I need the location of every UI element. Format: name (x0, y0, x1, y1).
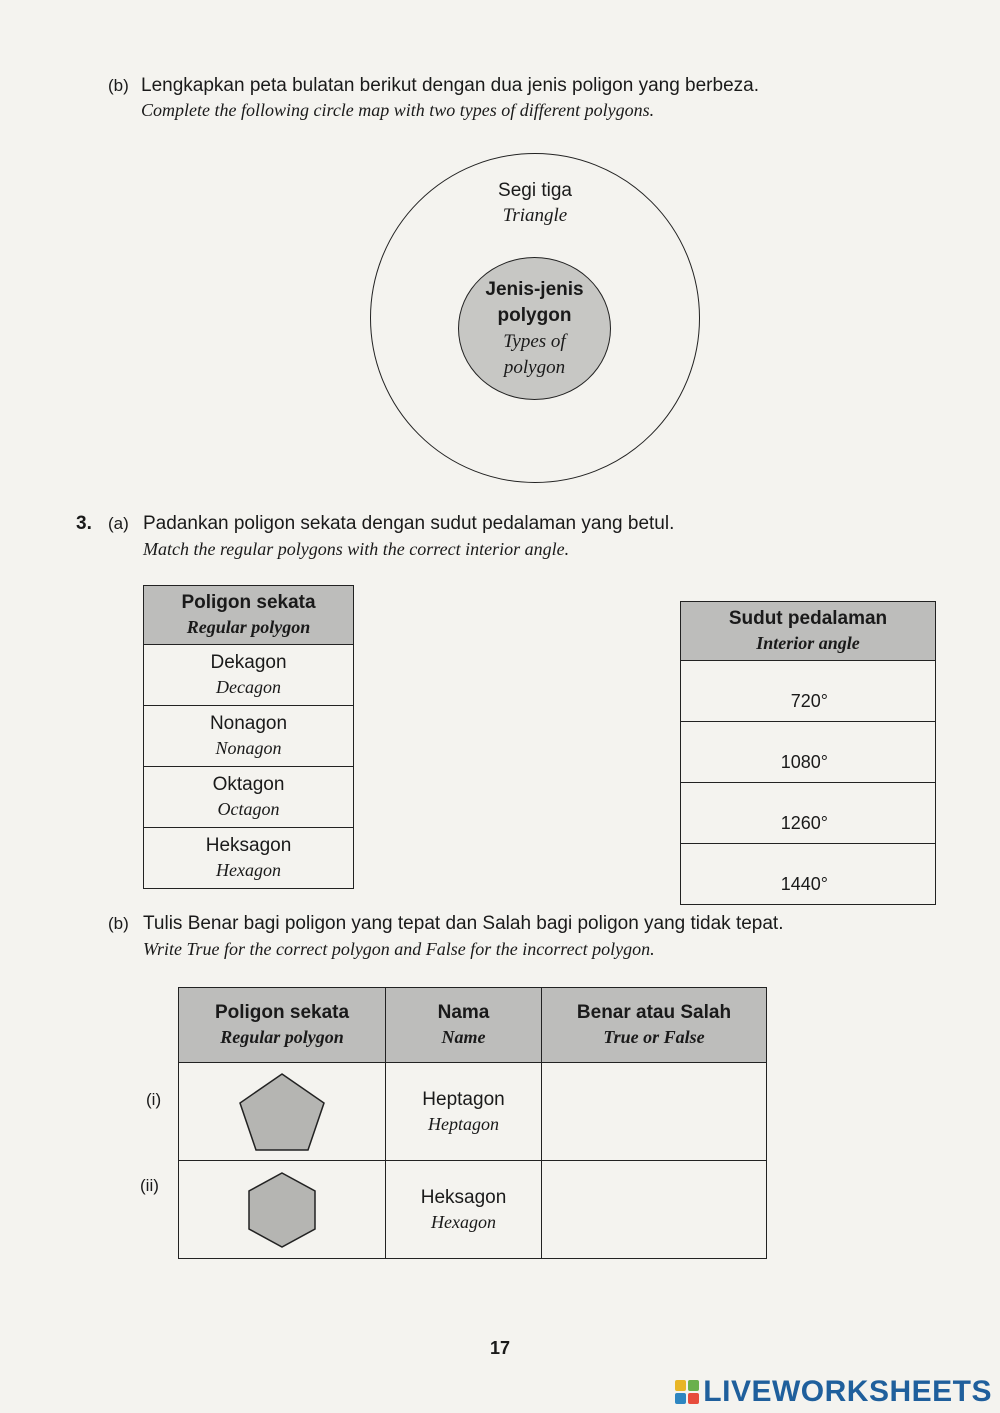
angle-table-header: Sudut pedalaman Interior angle (681, 602, 936, 661)
tf-name-cell: Heptagon Heptagon (386, 1063, 542, 1161)
circle-map-answer-input-2[interactable] (565, 395, 679, 425)
part-3a-instruction-ms: Padankan poligon sekata dengan sudut pedalaman yang betul. (143, 513, 675, 534)
tf-answer-input-ii[interactable] (551, 1189, 757, 1231)
tf-header-name: Nama Name (386, 988, 542, 1063)
tf-shape-cell (179, 1063, 386, 1161)
tf-header-polygon: Poligon sekata Regular polygon (179, 988, 386, 1063)
part-3a-marker: (a) (108, 514, 129, 533)
circle-map-center (458, 257, 611, 400)
page-number: 17 (490, 1338, 511, 1358)
part-3b-marker: (b) (108, 914, 129, 933)
center-label-ms-1: Jenis-jenis (485, 278, 584, 300)
tf-row-ii (179, 1161, 767, 1259)
angle-row-720[interactable]: 720° (681, 661, 936, 722)
hexagon-icon (245, 1170, 319, 1250)
angle-row-1260[interactable]: 1260° (681, 783, 936, 844)
liveworksheets-logo-icon (675, 1380, 699, 1404)
center-label-en-2: polygon (503, 356, 566, 378)
part-2b-instruction-en: Complete the following circle map with two types of different polygons. (141, 100, 655, 120)
tf-row-i (179, 1063, 767, 1161)
tf-answer-cell-i[interactable] (542, 1063, 767, 1161)
tf-answer-cell-ii[interactable] (542, 1161, 767, 1259)
part-2b-instruction-ms: Lengkapkan peta bulatan berikut dengan dua jenis poligon yang berbeza. (141, 75, 759, 96)
question-3-number: 3. (76, 513, 92, 534)
interior-angle-table (680, 601, 936, 905)
outer-label-ms: Segi tiga (498, 180, 572, 201)
liveworksheets-watermark (675, 1375, 992, 1409)
part-3b-instruction-ms: Tulis Benar bagi poligon yang tepat dan Salah bagi poligon yang tidak tepat. (143, 913, 784, 934)
center-label-en-1: Types of (503, 330, 566, 352)
pentagon-icon (236, 1071, 328, 1153)
angle-row-1080[interactable]: 1080° (681, 722, 936, 783)
circle-map-answer-input-1[interactable] (395, 395, 509, 425)
tf-shape-cell (179, 1161, 386, 1259)
part-2b-marker: (b) (108, 76, 129, 95)
true-false-table (178, 987, 767, 1259)
tf-name-cell: Heksagon Hexagon (386, 1161, 542, 1259)
polygon-row-octagon[interactable]: Oktagon Octagon (144, 767, 354, 828)
outer-answer-triangle (470, 178, 600, 228)
part-3a-instruction-en: Match the regular polygons with the correct interior angle. (143, 539, 570, 559)
polygon-row-nonagon[interactable]: Nonagon Nonagon (144, 706, 354, 767)
outer-label-en: Triangle (502, 205, 568, 226)
tf-header-answer: Benar atau Salah True or False (542, 988, 767, 1063)
polygon-table-header: Poligon sekata Regular polygon (144, 586, 354, 645)
regular-polygon-table (143, 585, 354, 889)
polygon-row-hexagon[interactable]: Heksagon Hexagon (144, 828, 354, 889)
angle-row-1440[interactable]: 1440° (681, 844, 936, 905)
part-3b-instruction-en: Write True for the correct polygon and False for the incorrect polygon. (143, 939, 655, 959)
center-label-ms-2: polygon (497, 304, 572, 326)
tf-answer-input-i[interactable] (551, 1091, 757, 1133)
watermark-text: LIVEWORKSHEETS (703, 1375, 992, 1408)
polygon-row-decagon[interactable]: Dekagon Decagon (144, 645, 354, 706)
row-label-i: (i) (146, 1090, 162, 1109)
row-label-ii: (ii) (140, 1176, 159, 1195)
